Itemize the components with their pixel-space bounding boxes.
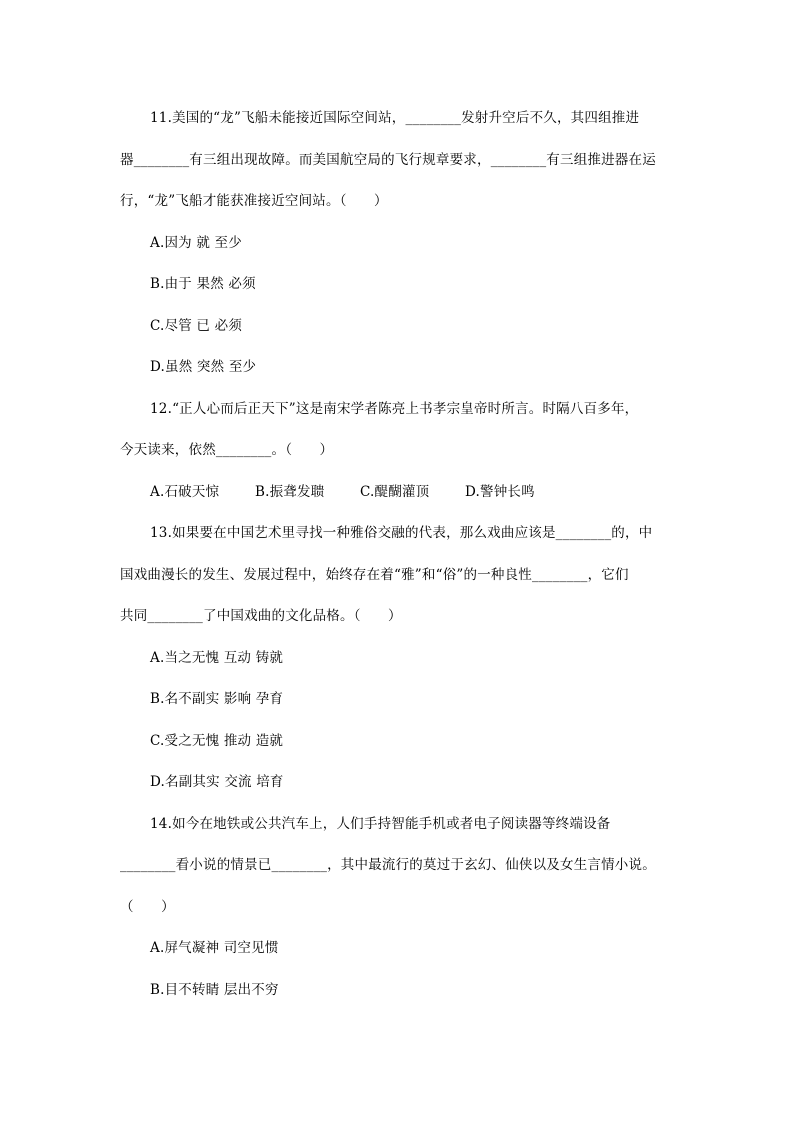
question-12-line-2: 今天读来，依然________。（ ） — [120, 442, 334, 458]
question-13-option-b: B.名不副实 影响 孕育 — [150, 691, 284, 707]
question-13-option-c: C.受之无愧 推动 造就 — [150, 733, 284, 749]
question-14-option-a: A.屏气凝神 司空见惯 — [150, 940, 279, 956]
question-12-option-a: A.石破天惊 — [150, 484, 220, 500]
question-12-line-1: 12.“正人心而后正天下”这是南宋学者陈亮上书孝宗皇帝时所言。时隔八百多年， — [150, 401, 639, 417]
question-13-option-a: A.当之无愧 互动 铸就 — [150, 650, 284, 666]
question-11-line-2: 器________有三组出现故障。而美国航空局的飞行规章要求，________有三组推进器在运 — [120, 152, 656, 168]
question-11-option-c: C.尽管 已 必须 — [150, 318, 243, 334]
question-12-option-c: C.醍醐灌顶 — [360, 484, 430, 500]
question-11-line-3: 行，“龙”飞船才能获准接近空间站。（ ） — [120, 193, 388, 209]
question-14-option-b: B.目不转睛 层出不穷 — [150, 982, 279, 998]
question-12-option-b: B.振聋发聩 — [255, 484, 325, 500]
question-11-option-a: A.因为 就 至少 — [150, 235, 242, 251]
question-13-line-3: 共同________了中国戏曲的文化品格。（ ） — [120, 608, 402, 624]
question-11-option-d: D.虽然 突然 至少 — [150, 359, 257, 375]
question-14-line-2: ________看小说的情景已________，其中最流行的莫过于玄幻、仙侠以及女生言情小说。 — [120, 857, 656, 873]
question-12-options — [150, 483, 535, 501]
question-11-option-b: B.由于 果然 必须 — [150, 276, 256, 292]
question-14-line-3: （ ） — [120, 899, 175, 915]
question-11-line-1: 11.美国的“龙”飞船未能接近国际空间站，________发射升空后不久，其四组推进 — [150, 110, 640, 126]
question-13-line-1: 13.如果要在中国艺术里寻找一种雅俗交融的代表，那么戏曲应该是________的，中 — [150, 525, 653, 541]
question-12-option-d: D.警钟长鸣 — [465, 484, 535, 500]
question-13-line-2: 国戏曲漫长的发生、发展过程中，始终存在着“雅”和“俗”的一种良性________，它们 — [120, 567, 629, 583]
question-14-line-1: 14.如今在地铁或公共汽车上，人们手持智能手机或者电子阅读器等终端设备 — [150, 816, 611, 832]
question-13-option-d: D.名副其实 交流 培育 — [150, 774, 284, 790]
